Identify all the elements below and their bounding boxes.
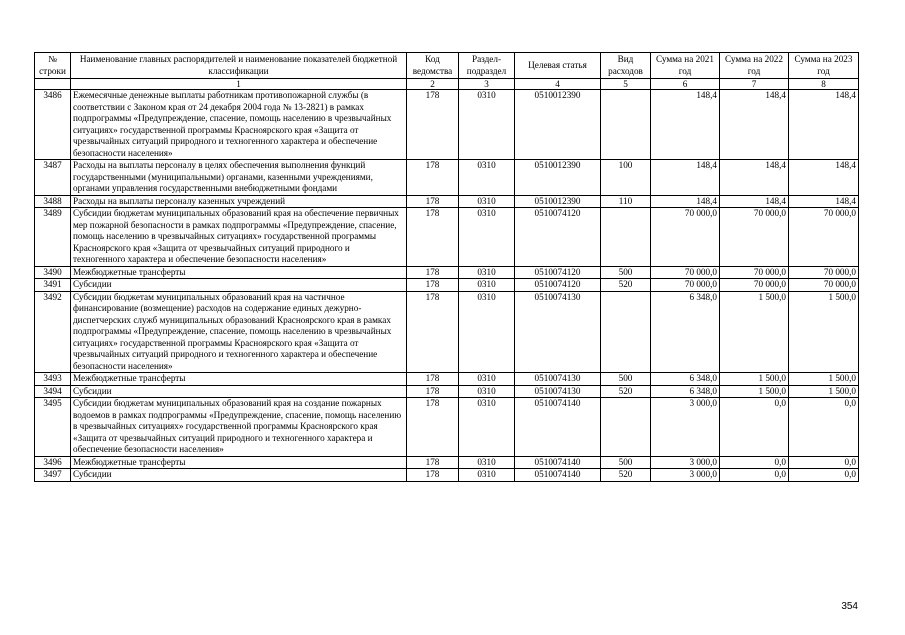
row-sum-2021: 6 348,0: [651, 373, 720, 386]
row-dept-code: 178: [407, 208, 459, 267]
row-sum-2023: 148,4: [789, 195, 859, 208]
table-row: [35, 373, 859, 386]
row-target-article: 0510074140: [515, 456, 601, 469]
row-section: 0310: [459, 90, 515, 160]
row-sum-2023: 1 500,0: [789, 373, 859, 386]
row-sum-2022: 0,0: [720, 398, 789, 457]
row-sum-2022: 70 000,0: [720, 266, 789, 279]
row-dept-code: 178: [407, 90, 459, 160]
row-number: 3496: [35, 456, 71, 469]
row-expense-type: 110: [601, 195, 651, 208]
row-number: 3489: [35, 208, 71, 267]
header-target-article: Целевая статья: [515, 53, 601, 79]
table-row: [35, 90, 859, 160]
row-name: Субсидии: [71, 385, 407, 398]
row-section: 0310: [459, 208, 515, 267]
row-sum-2023: 0,0: [789, 456, 859, 469]
table-row: [35, 469, 859, 482]
row-expense-type: [601, 398, 651, 457]
row-sum-2021: 3 000,0: [651, 469, 720, 482]
column-number: 3: [459, 79, 515, 90]
row-target-article: 0510074140: [515, 398, 601, 457]
row-expense-type: 100: [601, 160, 651, 196]
header-section: Раздел-подраздел: [459, 53, 515, 79]
row-target-article: 0510074120: [515, 208, 601, 267]
row-sum-2022: 148,4: [720, 160, 789, 196]
row-expense-type: 500: [601, 266, 651, 279]
row-section: 0310: [459, 469, 515, 482]
header-name: Наименование главных распорядителей и наименование показателей бюджетной классификации: [71, 53, 407, 79]
row-name: Субсидии бюджетам муниципальных образований края на обеспечение первичных мер пожарной безопасности в рамках подпрограммы «Предупреждение, спасение, помощь населению в чрезвычайных ситуациях» государственной программы Красноярского края «Защита от чрезвычайных ситуаций природного и техногенного характера и обеспечение безопасности населения»: [71, 208, 407, 267]
row-target-article: 0510012390: [515, 160, 601, 196]
row-expense-type: 500: [601, 373, 651, 386]
row-sum-2023: 70 000,0: [789, 279, 859, 292]
row-section: 0310: [459, 456, 515, 469]
row-number: 3497: [35, 469, 71, 482]
column-number: 6: [651, 79, 720, 90]
table-body: [35, 90, 859, 482]
row-target-article: 0510074120: [515, 266, 601, 279]
row-section: 0310: [459, 195, 515, 208]
row-dept-code: 178: [407, 195, 459, 208]
row-target-article: 0510074130: [515, 385, 601, 398]
row-number: 3492: [35, 291, 71, 373]
table-row: [35, 279, 859, 292]
row-section: 0310: [459, 398, 515, 457]
row-dept-code: 178: [407, 398, 459, 457]
table-row: [35, 195, 859, 208]
row-number: 3494: [35, 385, 71, 398]
row-number: 3493: [35, 373, 71, 386]
row-sum-2021: 6 348,0: [651, 385, 720, 398]
row-number: 3491: [35, 279, 71, 292]
row-dept-code: 178: [407, 266, 459, 279]
row-sum-2023: 1 500,0: [789, 291, 859, 373]
row-sum-2023: 70 000,0: [789, 266, 859, 279]
row-number: 3488: [35, 195, 71, 208]
row-sum-2022: 1 500,0: [720, 291, 789, 373]
row-target-article: 0510074120: [515, 279, 601, 292]
row-section: 0310: [459, 160, 515, 196]
column-number: 5: [601, 79, 651, 90]
row-sum-2023: 148,4: [789, 90, 859, 160]
table-row: [35, 291, 859, 373]
row-sum-2023: 0,0: [789, 469, 859, 482]
row-target-article: 0510012390: [515, 195, 601, 208]
row-sum-2022: 70 000,0: [720, 208, 789, 267]
table-header-row: [35, 53, 859, 79]
row-dept-code: 178: [407, 373, 459, 386]
row-name: Ежемесячные денежные выплаты работникам противопожарной службы (в соответствии с Законом края от 24 декабря 2004 года № 13-2821) в рамках подпрограммы «Предупреждение, спасение, помощь населению в чрезвычайных ситуациях» государственной программы Красноярского края «Защита от чрезвычайных ситуаций природного и техногенного характера и обеспечение безопасности населения»: [71, 90, 407, 160]
table-row: [35, 456, 859, 469]
row-name: Субсидии: [71, 279, 407, 292]
table-row: [35, 385, 859, 398]
header-row-no: № строки: [35, 53, 71, 79]
column-number: 8: [789, 79, 859, 90]
row-sum-2023: 1 500,0: [789, 385, 859, 398]
table-row: [35, 160, 859, 196]
row-sum-2023: 70 000,0: [789, 208, 859, 267]
row-sum-2021: 148,4: [651, 195, 720, 208]
row-section: 0310: [459, 373, 515, 386]
table-row: [35, 208, 859, 267]
row-section: 0310: [459, 279, 515, 292]
row-sum-2022: 1 500,0: [720, 385, 789, 398]
budget-table: [34, 52, 859, 482]
row-dept-code: 178: [407, 385, 459, 398]
row-number: 3486: [35, 90, 71, 160]
row-name: Субсидии: [71, 469, 407, 482]
row-expense-type: [601, 90, 651, 160]
row-dept-code: 178: [407, 279, 459, 292]
row-section: 0310: [459, 266, 515, 279]
row-sum-2022: 0,0: [720, 469, 789, 482]
row-sum-2021: 148,4: [651, 90, 720, 160]
row-expense-type: [601, 208, 651, 267]
row-section: 0310: [459, 291, 515, 373]
row-sum-2022: 0,0: [720, 456, 789, 469]
column-number: 7: [720, 79, 789, 90]
row-sum-2021: 6 348,0: [651, 291, 720, 373]
row-expense-type: 500: [601, 456, 651, 469]
column-number: [35, 79, 71, 90]
row-sum-2022: 148,4: [720, 90, 789, 160]
row-name: Межбюджетные трансферты: [71, 456, 407, 469]
row-expense-type: 520: [601, 279, 651, 292]
column-number: 4: [515, 79, 601, 90]
row-number: 3490: [35, 266, 71, 279]
row-section: 0310: [459, 385, 515, 398]
row-sum-2021: 3 000,0: [651, 456, 720, 469]
row-name: Субсидии бюджетам муниципальных образований края на частичное финансирование (возмещение) расходов на содержание единых дежурно-диспетчерских служб муниципальных образований Красноярского края в рамках подпрограммы «Предупреждение, спасение, помощь населению в чрезвычайных ситуациях» государственной программы Красноярского края «Защита от чрезвычайных ситуаций природного и техногенного характера и обеспечение безопасности населения»: [71, 291, 407, 373]
row-number: 3487: [35, 160, 71, 196]
header-expense-type: Вид расходов: [601, 53, 651, 79]
row-expense-type: [601, 291, 651, 373]
header-sum-2021: Сумма на 2021 год: [651, 53, 720, 79]
row-sum-2022: 1 500,0: [720, 373, 789, 386]
row-sum-2022: 70 000,0: [720, 279, 789, 292]
header-sum-2022: Сумма на 2022 год: [720, 53, 789, 79]
page-number: 354: [841, 601, 858, 612]
table-row: [35, 398, 859, 457]
row-expense-type: 520: [601, 385, 651, 398]
row-sum-2022: 148,4: [720, 195, 789, 208]
row-dept-code: 178: [407, 469, 459, 482]
table-row: [35, 266, 859, 279]
row-dept-code: 178: [407, 456, 459, 469]
column-number: 1: [71, 79, 407, 90]
row-sum-2023: 148,4: [789, 160, 859, 196]
header-sum-2023: Сумма на 2023 год: [789, 53, 859, 79]
row-name: Субсидии бюджетам муниципальных образований края на создание пожарных водоемов в рамках подпрограммы «Предупреждение, спасение, помощь населению в чрезвычайных ситуациях» государственной программы Красноярского края «Защита от чрезвычайных ситуаций природного и техногенного характера и обеспечение безопасности населения»: [71, 398, 407, 457]
column-numbers-row: [35, 79, 859, 90]
row-target-article: 0510012390: [515, 90, 601, 160]
row-sum-2021: 70 000,0: [651, 208, 720, 267]
row-name: Межбюджетные трансферты: [71, 266, 407, 279]
row-sum-2021: 3 000,0: [651, 398, 720, 457]
row-target-article: 0510074130: [515, 291, 601, 373]
row-dept-code: 178: [407, 160, 459, 196]
row-expense-type: 520: [601, 469, 651, 482]
row-name: Межбюджетные трансферты: [71, 373, 407, 386]
row-target-article: 0510074140: [515, 469, 601, 482]
row-dept-code: 178: [407, 291, 459, 373]
row-name: Расходы на выплаты персоналу в целях обеспечения выполнения функций государственными (муниципальными) органами, казенными учреждениями, органами управления государственными внебюджетными фондами: [71, 160, 407, 196]
row-target-article: 0510074130: [515, 373, 601, 386]
row-sum-2021: 70 000,0: [651, 279, 720, 292]
row-name: Расходы на выплаты персоналу казенных учреждений: [71, 195, 407, 208]
row-sum-2023: 0,0: [789, 398, 859, 457]
row-sum-2021: 70 000,0: [651, 266, 720, 279]
row-number: 3495: [35, 398, 71, 457]
header-dept-code: Код ведомства: [407, 53, 459, 79]
row-sum-2021: 148,4: [651, 160, 720, 196]
column-number: 2: [407, 79, 459, 90]
